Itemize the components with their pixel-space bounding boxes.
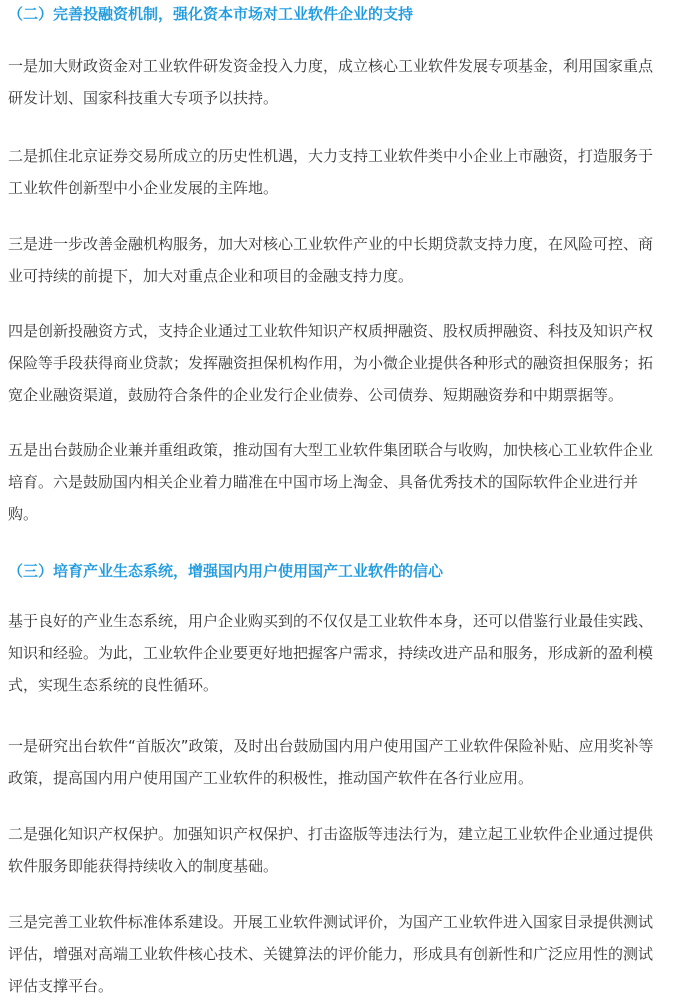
paragraph-ecosystem xyxy=(8,605,688,701)
paragraph-line: 二是抓住北京证券交易所成立的历史性机遇，大力支持工业软件类中小企业上市融资，打造服务于 xyxy=(8,147,654,165)
paragraph-line: 知识和经验。为此，工业软件企业要更好地把握客户需求，持续改进产品和服务，形成新的盈利模 xyxy=(8,644,654,662)
paragraph-line: 基于良好的产业生态系统，用户企业购买到的不仅仅是工业软件本身，还可以借鉴行业最佳实践、 xyxy=(8,612,654,630)
paragraph-financing-methods xyxy=(8,315,688,411)
paragraph-first-edition-policy xyxy=(8,730,688,794)
section-heading-3: （三）培育产业生态系统，增强国内用户使用国产工业软件的信心 xyxy=(8,562,444,580)
paragraph-line: 软件服务即能获得持续收入的制度基础。 xyxy=(8,857,279,875)
paragraph-line: 二是强化知识产权保护。加强知识产权保护、打击盗版等违法行为，建立起工业软件企业通过提供 xyxy=(8,825,654,843)
section-heading-2: （二）完善投融资机制，强化资本市场对工业软件企业的支持 xyxy=(8,5,414,23)
paragraph-line: 三是进一步改善金融机构服务，加大对核心工业软件产业的中长期贷款支持力度，在风险可控、商 xyxy=(8,235,654,253)
paragraph-line: 保险等手段获得商业贷款；发挥融资担保机构作用，为小微企业提供各种形式的融资担保服务；拓 xyxy=(8,354,654,372)
paragraph-line: 三是完善工业软件标准体系建设。开展工业软件测试评价，为国产工业软件进入国家目录提供测试 xyxy=(8,913,654,931)
paragraph-line: 四是创新投融资方式，支持企业通过工业软件知识产权质押融资、股权质押融资、科技及知识产权 xyxy=(8,322,654,340)
paragraph-line: 购。 xyxy=(8,505,39,523)
paragraph-line: 一是研究出台软件“首版次”政策，及时出台鼓励国内用户使用国产工业软件保险补贴、应用奖补等 xyxy=(8,737,654,755)
paragraph-line: 工业软件创新型中小企业发展的主阵地。 xyxy=(8,179,279,197)
paragraph-line: 研发计划、国家科技重大专项予以扶持。 xyxy=(8,89,279,107)
paragraph-line: 宽企业融资渠道，鼓励符合条件的企业发行企业债券、公司债券、短期融资券和中期票据等。 xyxy=(8,386,624,404)
paragraph-line: 式，实现生态系统的良性循环。 xyxy=(8,676,219,694)
paragraph-line: 五是出台鼓励企业兼并重组政策，推动国有大型工业软件集团联合与收购，加快核心工业软件企业 xyxy=(8,441,654,459)
paragraph-line: 一是加大财政资金对工业软件研发资金投入力度，成立核心工业软件发展专项基金，利用国家重点 xyxy=(8,57,654,75)
paragraph-line: 政策，提高国内用户使用国产工业软件的积极性，推动国产软件在各行业应用。 xyxy=(8,769,534,787)
paragraph-line: 培育。六是鼓励国内相关企业着力瞄准在中国市场上淘金、具备优秀技术的国际软件企业进行并 xyxy=(8,473,639,491)
paragraph-line: 评估，增强对高端工业软件核心技术、关键算法的评价能力，形成具有创新性和广泛应用性的测试 xyxy=(8,945,654,963)
paragraph-line: 评估支撑平台。 xyxy=(8,977,114,995)
paragraph-financial-funding xyxy=(8,50,688,114)
paragraph-beijing-exchange xyxy=(8,140,688,204)
paragraph-mergers xyxy=(8,434,688,530)
paragraph-standards xyxy=(8,906,688,1002)
paragraph-line: 业可持续的前提下，加大对重点企业和项目的金融支持力度。 xyxy=(8,267,414,285)
paragraph-financial-services xyxy=(8,228,688,292)
paragraph-ip-protection xyxy=(8,818,688,882)
